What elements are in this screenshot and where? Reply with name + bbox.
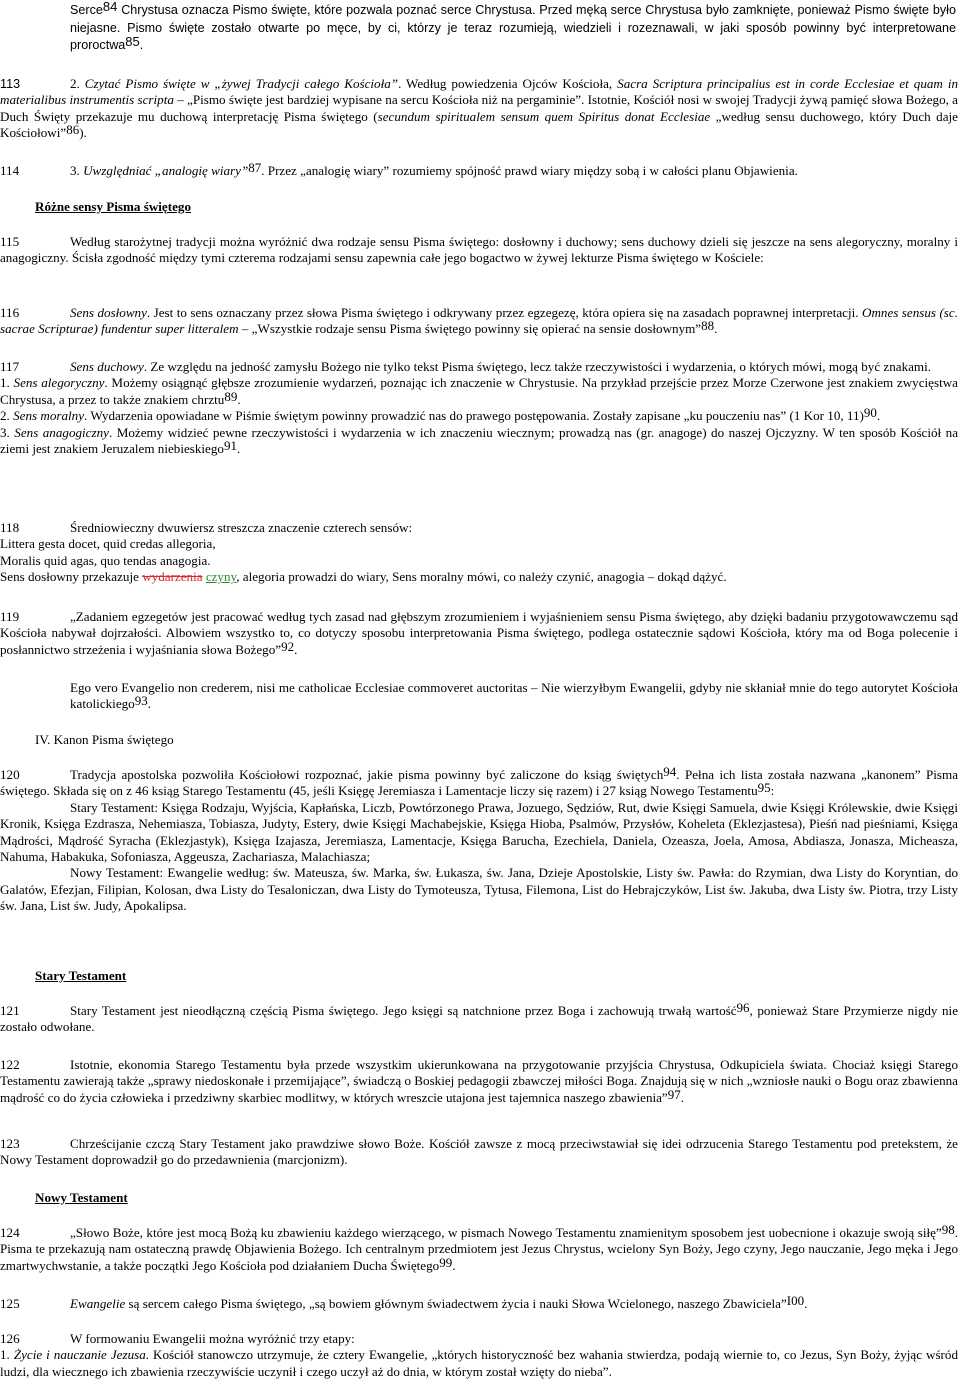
footnote-ref-84[interactable]: 84 [102, 0, 118, 14]
item-end: . [236, 441, 241, 457]
paragraph-text: . [714, 321, 718, 337]
paragraph-text: Tradycja apostolska pozwoliła Kościołowi rozpoznać, jakie pisma powinny być zaliczone do ksiąg świętych [70, 767, 664, 782]
footnote-ref-86[interactable]: 86 [66, 122, 80, 138]
translation-text: Sens dosłowny przekazuje [0, 569, 143, 585]
paragraph-120 [0, 764, 960, 915]
paragraph-number: 124 [0, 1225, 20, 1240]
item-text: . Wydarzenia opowiadane w Piśmie świętym powinny prowadzić nas do prawego postępowania. Zostały zapisane „ku pouczeniu nas” (1 Kor 10, 11) [84, 408, 864, 424]
section-heading-new-testament: Nowy Testament [35, 1190, 128, 1205]
latin-quote: Omnes sensus (sc. sacrae Scripturae) fundentur super litteralem [0, 305, 958, 337]
paragraph-113 [0, 76, 960, 142]
verse-line: Moralis quid agas, quo tendas anagogia. [0, 552, 211, 568]
list-item [0, 405, 958, 424]
paragraph-text: . Ze względu na jedność zamysłu Bożego nie tylko tekst Pisma świętego, lecz także rzeczywistości i wydarzenia, o których mówi, mogą być znakami. [143, 359, 932, 374]
footnote-ref-92[interactable]: 92 [281, 638, 295, 654]
paragraph-title: Ewangelie [70, 1296, 126, 1311]
item-title: Sens moralny [13, 408, 85, 424]
paragraph-text: „według sensu duchowego, który Duch daje Kościołowi” [0, 108, 958, 141]
paragraph-124 [0, 1222, 960, 1274]
footnote-ref-98[interactable]: 98 [941, 1222, 955, 1237]
paragraph-text: . Pisma te przekazują nam ostateczną prawdę Objawienia Bożego. Ich centralnym przedmiotem jest Jezus Chrystus, wcielony Syn Boży, Jego czyny, Jego nauczanie, Jego męka i Jego zmartwychwstanie, a także początki Jego Kościoła pod działaniem Ducha Świętego [0, 1225, 958, 1273]
paragraph-text: – „Wszystkie rodzaje sensu Pisma świętego powinny się opierać na sensie dosłownym” [238, 321, 702, 337]
paragraph-text: są sercem całego Pisma świętego, „są bowiem głównym świadectwem życia i nauki Słowa Wcielonego, naszego Zbawiciela” [125, 1296, 787, 1311]
intro-text-start: Serce [70, 3, 103, 17]
paragraph-text: : [770, 783, 775, 799]
verse-line: Littera gesta docet, quid credas allegoria, [0, 536, 216, 552]
paragraph-122 [0, 1057, 960, 1106]
footnote-ref-89[interactable]: 89 [224, 388, 238, 404]
paragraph-text: . [804, 1296, 808, 1311]
footnote-ref-95[interactable]: 95 [757, 780, 771, 796]
item-end: . [876, 408, 881, 424]
paragraph-114 [0, 160, 960, 179]
intro-text: Chrystusa oznacza Pismo święte, które pozwala poznać serce Chrystusa. Przed męką serce Chrystusa było zamknięte, ponieważ Pismo święte było niejasne. Pismo święte zostało otwarte po męce, by ci, którzy je teraz rozumieją, wiedzieli i rozeznawali, w jaki sposób powinny być interpretowane proroctwa [70, 3, 956, 52]
paragraph-123 [0, 1136, 960, 1169]
footnote-ref-90[interactable]: 90 [863, 405, 877, 421]
intro-end: . [139, 38, 144, 52]
paragraph-text: Chrześcijanie czczą Stary Testament jako prawdziwe słowo Boże. Kościół zawsze z mocą przeciwstawiał się idei odrzucenia Starego Testamentu pod pretekstem, że Nowy Testament doprowadził go do przedawnienia (marcjonizm). [0, 1136, 958, 1168]
footnote-ref-87[interactable]: 87 [248, 160, 262, 175]
paragraph-number: 116 [0, 305, 20, 320]
paragraph-title: Sens duchowy [70, 359, 144, 374]
list-item [0, 375, 958, 408]
paragraph-number: 125 [0, 1296, 20, 1311]
item-text: . Możemy widzieć pewne rzeczywistości i wydarzenia w ich znaczeniu wiecznym; prowadzą nas (gr. anagoge) do naszej Ojczyzny. W ten sposób Kościół na ziemi jest znakiem Jeruzalem niebieskiego [0, 424, 959, 457]
paragraph-text: Według starożytnej tradycji można wyróżnić dwa rodzaje sensu Pisma świętego: dosłowny i duchowy; sens duchowy dzieli się jeszcze na sens alegoryczny, moralny i anagogiczny. Ścisła zgodność między tymi czterema rodzajami sensu zapewnia całe jego bogactwo w żywej lekturze Pisma świętego w Kościele: [0, 234, 958, 266]
item-title: Sens anagogiczny [14, 424, 109, 440]
paragraph-text: „Słowo Boże, które jest mocą Bożą ku zbawieniu każdego wierzącego, w pismach Nowego Testamentu znamienitym sposobem jest uobecnione i okazuje swoją siłę” [70, 1225, 942, 1240]
list-item [0, 425, 958, 458]
footnote-ref-97[interactable]: 97 [667, 1086, 681, 1102]
paragraph-125 [0, 1293, 960, 1312]
paragraph-text: W formowaniu Ewangelii można wyróżnić trzy etapy: [70, 1331, 355, 1346]
item-title: Sens alegoryczny [13, 375, 105, 391]
paragraph-number: 119 [0, 609, 20, 624]
footnote-ref-85[interactable]: 85 [125, 34, 140, 49]
inserted-word: czyny [205, 569, 237, 585]
quote-block [70, 680, 960, 713]
paragraph-number: 123 [0, 1136, 20, 1151]
paragraph-text: . Według powiedzenia Ojców Kościoła, [398, 76, 618, 91]
item-lead: 3. [0, 424, 15, 440]
footnote-ref-99[interactable]: 99 [439, 1254, 453, 1270]
paragraph-text: . Przez „analogię wiary” rozumiemy spójność prawd wiary między sobą i w całości planu Objawienia. [261, 163, 798, 178]
intro-paragraph [70, 2, 958, 55]
section-heading-canon: IV. Kanon Pisma świętego [35, 732, 174, 747]
quote-text: Ego vero Evangelio non crederem, nisi me catholicae Ecclesiae commoveret auctoritas – Nie wierzyłbym Ewangelii, gdyby nie skłaniał mnie do tego autorytet Kościoła katolickiego [70, 680, 958, 712]
latin-quote: secundum spiritualem sensum quem Spiritus donat Ecclesiae [377, 108, 711, 124]
list-item [0, 1347, 958, 1380]
section-heading-old-testament: Stary Testament [35, 968, 127, 983]
item-lead: 3. [70, 163, 84, 178]
footnote-ref-96[interactable]: 96 [736, 1000, 750, 1015]
paragraph-text: Istotnie, ekonomia Starego Testamentu była przede wszystkim ukierunkowana na przygotowanie przyjścia Chrystusa, Odkupiciela świata. Chociaż księgi Starego Testamentu zawierają także „sprawy niedoskonałe i przemijające”, świadczą o Boskiej pedagogii zbawczej miłości Boga. Znajdują się w nich „wzniosłe nauki o Bogu oraz zbawienna mądrość co do życia człowieka i przedziwny skarbiec modlitwy, w których wreszcie utajona jest tajemnica naszego zbawienia” [0, 1057, 958, 1105]
item-lead: 2. [70, 76, 85, 91]
paragraph-text: . [294, 641, 298, 657]
paragraph-116 [0, 305, 960, 338]
verse-translation [0, 569, 958, 585]
item-end: . [237, 391, 241, 407]
paragraph-text: „Zadaniem egzegetów jest pracować według tych zasad nad głębszym zrozumieniem i wyjaśnieniem sensu Pisma świętego, aby dzięki badaniu przygotowawczemu sąd Kościoła nabywał dojrzałości. Albowiem wszystko to, co dotyczy sposobu interpretowania Pisma świętego, podlega ostatecznie sądowi Kościoła, który ma od Boga polecenie i posłannictwo strzeżenia i wyjaśniania słowa Bożego” [0, 609, 958, 657]
paragraph-115 [0, 234, 960, 267]
paragraph-121 [0, 1000, 960, 1036]
paragraph-number: 126 [0, 1331, 20, 1346]
section-heading-senses: Różne sensy Pisma świętego [35, 199, 192, 214]
item-lead: 2. [0, 408, 14, 424]
new-testament-list: Nowy Testament: Ewangelie według: św. Mateusza, św. Marka, św. Łukasza, św. Jana, Dzieje Apostolskie, Listy św. Pawła: do Rzymian, dwa Listy do Koryntian, do Galatów, Efezjan, Filipian, Kolosan, dwa Listy do Tesaloniczan, dwa Listy do Tymoteusza, Tytusa, Filemona, List do Hebrajczyków, List św. Jakuba, dwa Listy św. Piotra, trzy Listy św. Jana, List św. Judy, Apokalipsa. [0, 865, 958, 914]
paragraph-number: 121 [0, 1003, 20, 1018]
item-title: Życie i nauczanie Jezusa [13, 1347, 146, 1363]
quote-end: . [147, 696, 152, 712]
paragraph-text: , ponieważ Stare Przymierze nigdy nie zostało odwołane. [0, 1003, 958, 1035]
item-text: . Możemy osiągnąć głębsze zrozumienie wydarzeń, poznając ich znaczenie w Chrystusie. Na przykład przejście przez Morze Czerwone jest znakiem zwycięstwa Chrystusa, a przez to także znakiem chrztu [0, 375, 958, 407]
paragraph-text: ). [79, 125, 87, 141]
paragraph-text: – „Pismo święte jest bardziej wypisane na sercu Kościoła niż na pergaminie”. Istotnie, Kościół nosi w swojej Tradycji żywą pamięć słowa Bożego, a Duch Święty przekazuje mu duchową interpretację Pisma świętego ( [0, 92, 958, 124]
paragraph-126 [0, 1331, 960, 1380]
paragraph-text: . [452, 1257, 456, 1273]
latin-quote: Sacra Scriptura principalius est in corde Ecclesiae et quam in materialibus instrumentis scripta [0, 76, 959, 108]
paragraph-number: 117 [0, 359, 20, 374]
paragraph-text: . Pełna ich lista została nazwana „kanonem” Pisma świętego. Składa się on z 46 ksiąg Starego Testamentu (45, jeśli Księgę Jeremiasza i Lamentacje liczy się razem) i 27 ksiąg Nowego Testamentu [0, 767, 959, 799]
translation-text: , alegoria prowadzi do wiary, Sens moralny mówi, co należy czynić, anagogia – dokąd dążyć. [236, 569, 727, 585]
paragraph-number: 120 [0, 767, 20, 782]
paragraph-117 [0, 359, 960, 457]
paragraph-number: 115 [0, 234, 20, 249]
paragraph-number: 118 [0, 520, 20, 535]
paragraph-text: . Jest to sens oznaczany przez słowa Pisma świętego i odkrywany przez egzegezę, która opiera się na zasadach poprawnej interpretacji. [146, 305, 862, 320]
deleted-word: wydarzenia [142, 569, 203, 585]
paragraph-title: Uwzględniać „analogię wiary” [83, 163, 249, 178]
paragraph-title: Czytać Pismo święte w „żywej Tradycji całego Kościoła” [84, 76, 399, 91]
paragraph-text: Średniowieczny dwuwiersz streszcza znaczenie czterech sensów: [70, 520, 413, 535]
paragraph-number: 122 [0, 1057, 20, 1072]
old-testament-list: Stary Testament: Księga Rodzaju, Wyjścia, Kapłańska, Liczb, Powtórzonego Prawa, Jozuego, Sędziów, Rut, dwie Księgi Samuela, dwie Księgi Królewskie, dwie Księgi Kronik, Księga Ezdrasza, Nehemiasza, Tobiasza, Judyty, Estery, dwie Księgi Machabejskie, Księga Hioba, Psalmów, Przysłów, Koheleta (Eklezjastesa), Pieśń nad pieśniami, Księga Mądrości, Mądrość Syracha (Eklezjastyk), Księga Izajasza, Jeremiasza, Lamentacje, Księga Barucha, Ezechiela, Daniela, Ozeasza, Joela, Amosa, Abdiasza, Jonasza, Micheasza, Nahuma, Habakuka, Sofoniasza, Aggeusza, Zachariasza, Malachiasza; [0, 799, 958, 865]
paragraph-number: 113 [0, 77, 21, 91]
paragraph-text: . [680, 1089, 685, 1105]
footnote-ref-91[interactable]: 91 [223, 438, 237, 454]
footnote-ref-94[interactable]: 94 [663, 764, 677, 779]
item-lead: 1. [0, 375, 14, 391]
footnote-ref-88[interactable]: 88 [701, 318, 715, 334]
paragraph-title: Sens dosłowny [70, 305, 147, 320]
paragraph-number: 114 [0, 163, 20, 178]
paragraph-text: Stary Testament jest nieodłączną częścią Pisma świętego. Jego księgi są natchnione przez Boga i zachowują trwałą wartość [70, 1003, 737, 1018]
paragraph-118 [0, 520, 960, 586]
footnote-ref-93[interactable]: 93 [134, 693, 148, 709]
paragraph-119 [0, 609, 960, 658]
item-lead: 1. [0, 1347, 14, 1363]
footnote-ref-100[interactable]: I00 [786, 1293, 805, 1308]
item-text: . Kościół stanowczo utrzymuje, że cztery Ewangelie, „których historyczność bez wahania stwierdza, podają wiernie to, co Jezus, Syn Boży, żyjąc wśród ludzi, dla wiecznego ich zbawienia rzeczywiście uczynił i czego uczył aż do dnia, w którym został wzięty do nieba”. [0, 1347, 959, 1379]
